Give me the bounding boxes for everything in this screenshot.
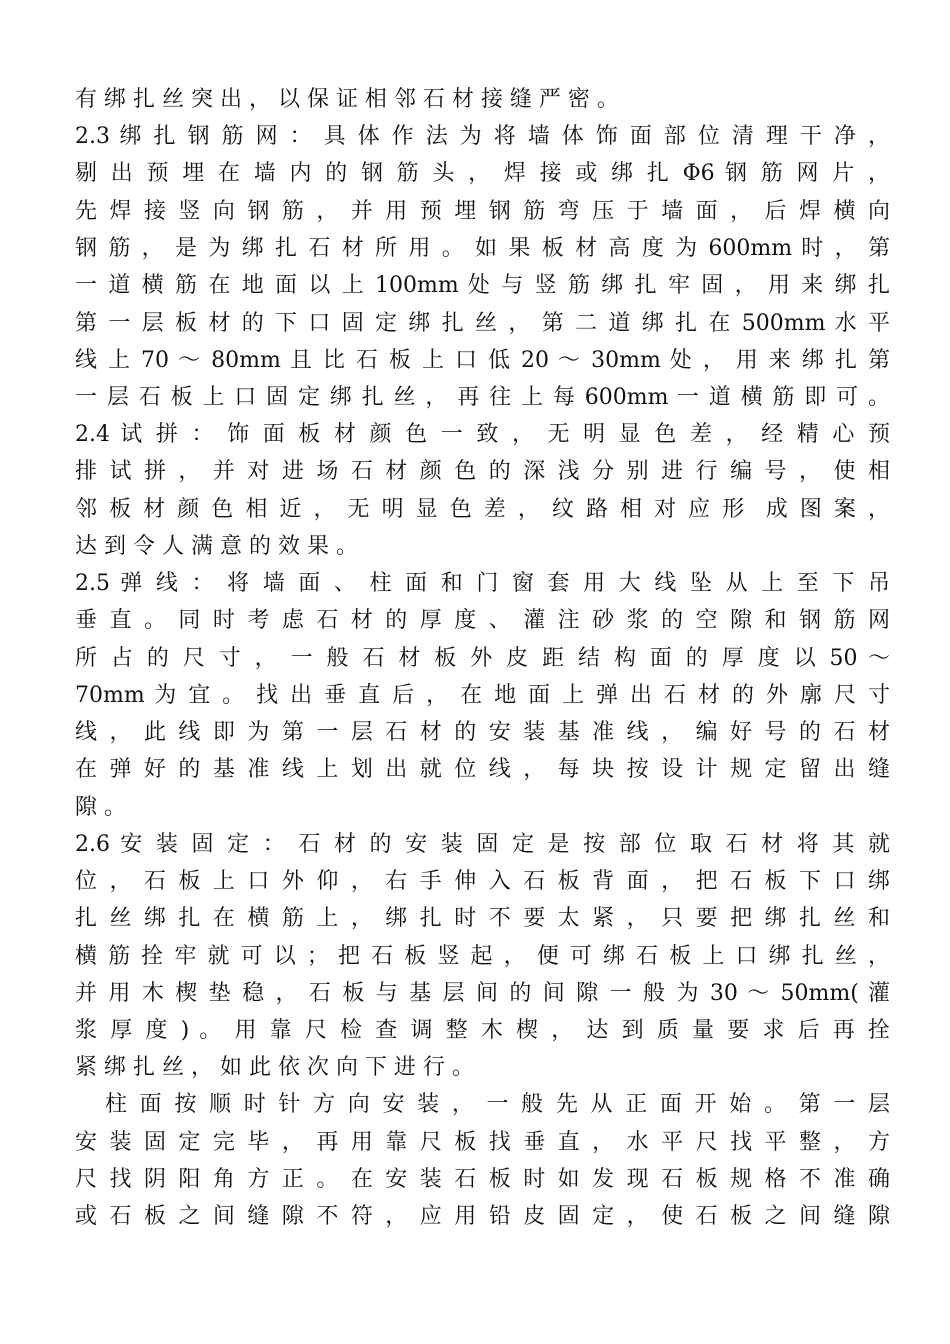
text-line: 垂 直 。 同 时 考 虑 石 材 的 厚 度 、 灌 注 砂 浆 的 空 隙 和 钢 筋 网	[75, 608, 890, 633]
text-line: 达 到 令 人 满 意 的 效 果 。	[75, 534, 358, 559]
text-line: 隙 。	[75, 795, 126, 820]
text-line: 2.4 试 拼 ： 饰 面 板 材 颜 色 一 致 ， 无 明 显 色 差 ， 经 精 心 预	[75, 422, 890, 447]
text-line: 第 一 层 板 材 的 下 口 固 定 绑 扎 丝 ， 第 二 道 绑 扎 在 500mm 水 平	[75, 311, 890, 336]
text-line: 横 筋 拴 牢 就 可 以 ； 把 石 板 竖 起 ， 便 可 绑 石 板 上 口 绑 扎 丝 ，	[75, 944, 890, 969]
text-line: 有 绑 扎 丝 突 出 ， 以 保 证 相 邻 石 材 接 缝 严 密 。	[75, 87, 619, 112]
text-line: 2.5 弹 线 ： 将 墙 面 、 柱 面 和 门 窗 套 用 大 线 坠 从 上 至 下 吊	[75, 571, 890, 596]
text-line: 2.6 安 装 固 定 ： 石 材 的 安 装 固 定 是 按 部 位 取 石 材 将 其 就	[75, 832, 890, 857]
text-line: 排 试 拼 ， 并 对 进 场 石 材 颜 色 的 深 浅 分 别 进 行 编 号 ， 使 相	[75, 459, 890, 484]
text-line: 70mm 为 宜 。 找 出 垂 直 后 ， 在 地 面 上 弹 出 石 材 的 外 廓 尺 寸	[75, 683, 890, 708]
text-line: 扎 丝 绑 扎 在 横 筋 上 ， 绑 扎 时 不 要 太 紧 ， 只 要 把 绑 扎 丝 和	[75, 906, 890, 931]
text-line: 线 ， 此 线 即 为 第 一 层 石 材 的 安 装 基 准 线 ， 编 好 号 的 石 材	[75, 720, 890, 745]
text-line: 剔 出 预 埋 在 墙 内 的 钢 筋 头 ， 焊 接 或 绑 扎 Φ6 钢 筋 网 片 ，	[75, 161, 890, 186]
text-line: 紧 绑 扎 丝 ， 如 此 依 次 向 下 进 行 。	[75, 1055, 474, 1080]
text-line: 邻 板 材 颜 色 相 近 ， 无 明 显 色 差 ， 纹 路 相 对 应 形 成 图 案 ，	[75, 497, 890, 522]
text-line: 柱 面 按 顺 时 针 方 向 安 装 ， 一 般 先 从 正 面 开 始 。 第 一 层	[105, 1092, 890, 1117]
text-line: 钢 筋 ， 是 为 绑 扎 石 材 所 用 。 如 果 板 材 高 度 为 600mm 时 ， 第	[75, 236, 890, 261]
text-line: 2.3 绑 扎 钢 筋 网 ： 具 体 作 法 为 将 墙 体 饰 面 部 位 清 理 干 净 ，	[75, 124, 890, 149]
text-line: 位 ， 石 板 上 口 外 仰 ， 右 手 伸 入 石 板 背 面 ， 把 石 板 下 口 绑	[75, 869, 890, 894]
text-line: 一 层 石 板 上 口 固 定 绑 扎 丝 ， 再 往 上 每 600mm 一 道 横 筋 即 可 。	[75, 385, 890, 410]
text-line: 在 弹 好 的 基 准 线 上 划 出 就 位 线 ， 每 块 按 设 计 规 定 留 出 缝	[75, 757, 890, 782]
text-line: 或 石 板 之 间 缝 隙 不 符 ， 应 用 铅 皮 固 定 ， 使 石 板 之 间 缝 隙	[75, 1204, 890, 1229]
text-line: 尺 找 阴 阳 角 方 正 。 在 安 装 石 板 时 如 发 现 石 板 规 格 不 准 确	[75, 1167, 890, 1192]
text-line: 一 道 横 筋 在 地 面 以 上 100mm 处 与 竖 筋 绑 扎 牢 固 ， 用 来 绑 扎	[75, 273, 890, 298]
text-line: 所 占 的 尺 寸 ， 一 般 石 材 板 外 皮 距 结 构 面 的 厚 度 以 50 ～	[75, 646, 890, 671]
text-line: 浆 厚 度 ) 。 用 靠 尺 检 查 调 整 木 楔 ， 达 到 质 量 要 求 后 再 拴	[75, 1018, 890, 1043]
text-line: 安 装 固 定 完 毕 ， 再 用 靠 尺 板 找 垂 直 ， 水 平 尺 找 平 整 ， 方	[75, 1130, 890, 1155]
text-line: 并 用 木 楔 垫 稳 ， 石 板 与 基 层 间 的 间 隙 一 般 为 30 ～ 50mm( 灌	[75, 981, 890, 1006]
text-line: 先 焊 接 竖 向 钢 筋 ， 并 用 预 埋 钢 筋 弯 压 于 墙 面 ， 后 焊 横 向	[75, 199, 890, 224]
text-line: 线 上 70 ～ 80mm 且 比 石 板 上 口 低 20 ～ 30mm 处 ， 用 来 绑 扎 第	[75, 348, 890, 373]
